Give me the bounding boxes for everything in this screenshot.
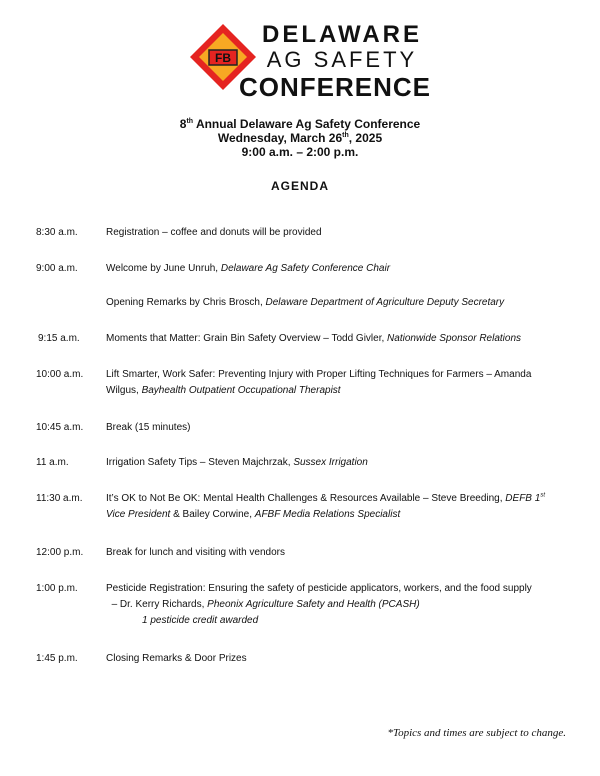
agenda-description: Break for lunch and visiting with vendors — [106, 547, 285, 558]
agenda-time: 11 a.m. — [36, 457, 69, 468]
agenda-time: 1:45 p.m. — [36, 653, 78, 664]
conference-logo — [188, 22, 430, 102]
agenda-description: Welcome by June Unruh, Delaware Ag Safety Conference Chair — [106, 263, 391, 274]
agenda-description: Break (15 minutes) — [106, 422, 191, 433]
event-header — [0, 117, 600, 159]
agenda-description: Closing Remarks & Door Prizes — [106, 653, 247, 664]
agenda-description: Moments that Matter: Grain Bin Safety Overview – Todd Givler, Nationwide Sponsor Relations — [106, 333, 522, 344]
agenda-time: 10:00 a.m. — [36, 369, 84, 380]
pesticide-credit-note: 1 pesticide credit awarded — [142, 615, 259, 626]
logo-line-conference: CONFERENCE — [238, 72, 431, 102]
agenda-description: Pesticide Registration: Ensuring the safety of pesticide applicators, workers, and the food supply – Dr. Kerry Richards, Pheonix Agriculture Safety and Health (PCASH) — [106, 583, 532, 610]
logo-line-ag-safety: AG SAFETY — [266, 47, 418, 72]
logo-line-delaware: DELAWARE — [261, 21, 422, 48]
agenda-time: 10:45 a.m. — [36, 422, 84, 433]
agenda-description: Irrigation Safety Tips – Steven Majchrzak, Sussex Irrigation — [106, 457, 368, 468]
event-time: 9:00 a.m. – 2:00 p.m. — [241, 145, 359, 159]
agenda-time: 8:30 a.m. — [36, 227, 78, 238]
agenda-time: 9:15 a.m. — [38, 333, 80, 344]
footnote: *Topics and times are subject to change. — [387, 727, 566, 739]
agenda-description: Lift Smarter, Work Safer: Preventing Injury with Proper Lifting Techniques for Farmers – Amanda Wilgus, Bayhealth Outpatient Occupational Therapist — [106, 369, 532, 396]
agenda-time: 1:00 p.m. — [36, 583, 78, 594]
agenda-time: 9:00 a.m. — [36, 263, 78, 274]
logo-wordmark — [238, 21, 432, 102]
agenda-description: Registration – coffee and donuts will be provided — [106, 227, 322, 238]
agenda-description: Opening Remarks by Chris Brosch, Delaware Department of Agriculture Deputy Secretary — [106, 297, 505, 308]
event-date: Wednesday, March 26th, 2025 — [217, 131, 383, 145]
event-title: 8th Annual Delaware Ag Safety Conference — [179, 117, 421, 131]
agenda-time: 12:00 p.m. — [36, 547, 84, 558]
agenda-time: 11:30 a.m. — [36, 493, 83, 504]
agenda-description: It’s OK to Not Be OK: Mental Health Challenges & Resources Available – Steve Breeding, DEFB 1st Vice President & Bailey Corwine, AFBF Media Relations Specialist — [106, 492, 545, 520]
agenda-heading: AGENDA — [270, 179, 329, 193]
logo-badge-text: FB — [215, 51, 231, 65]
